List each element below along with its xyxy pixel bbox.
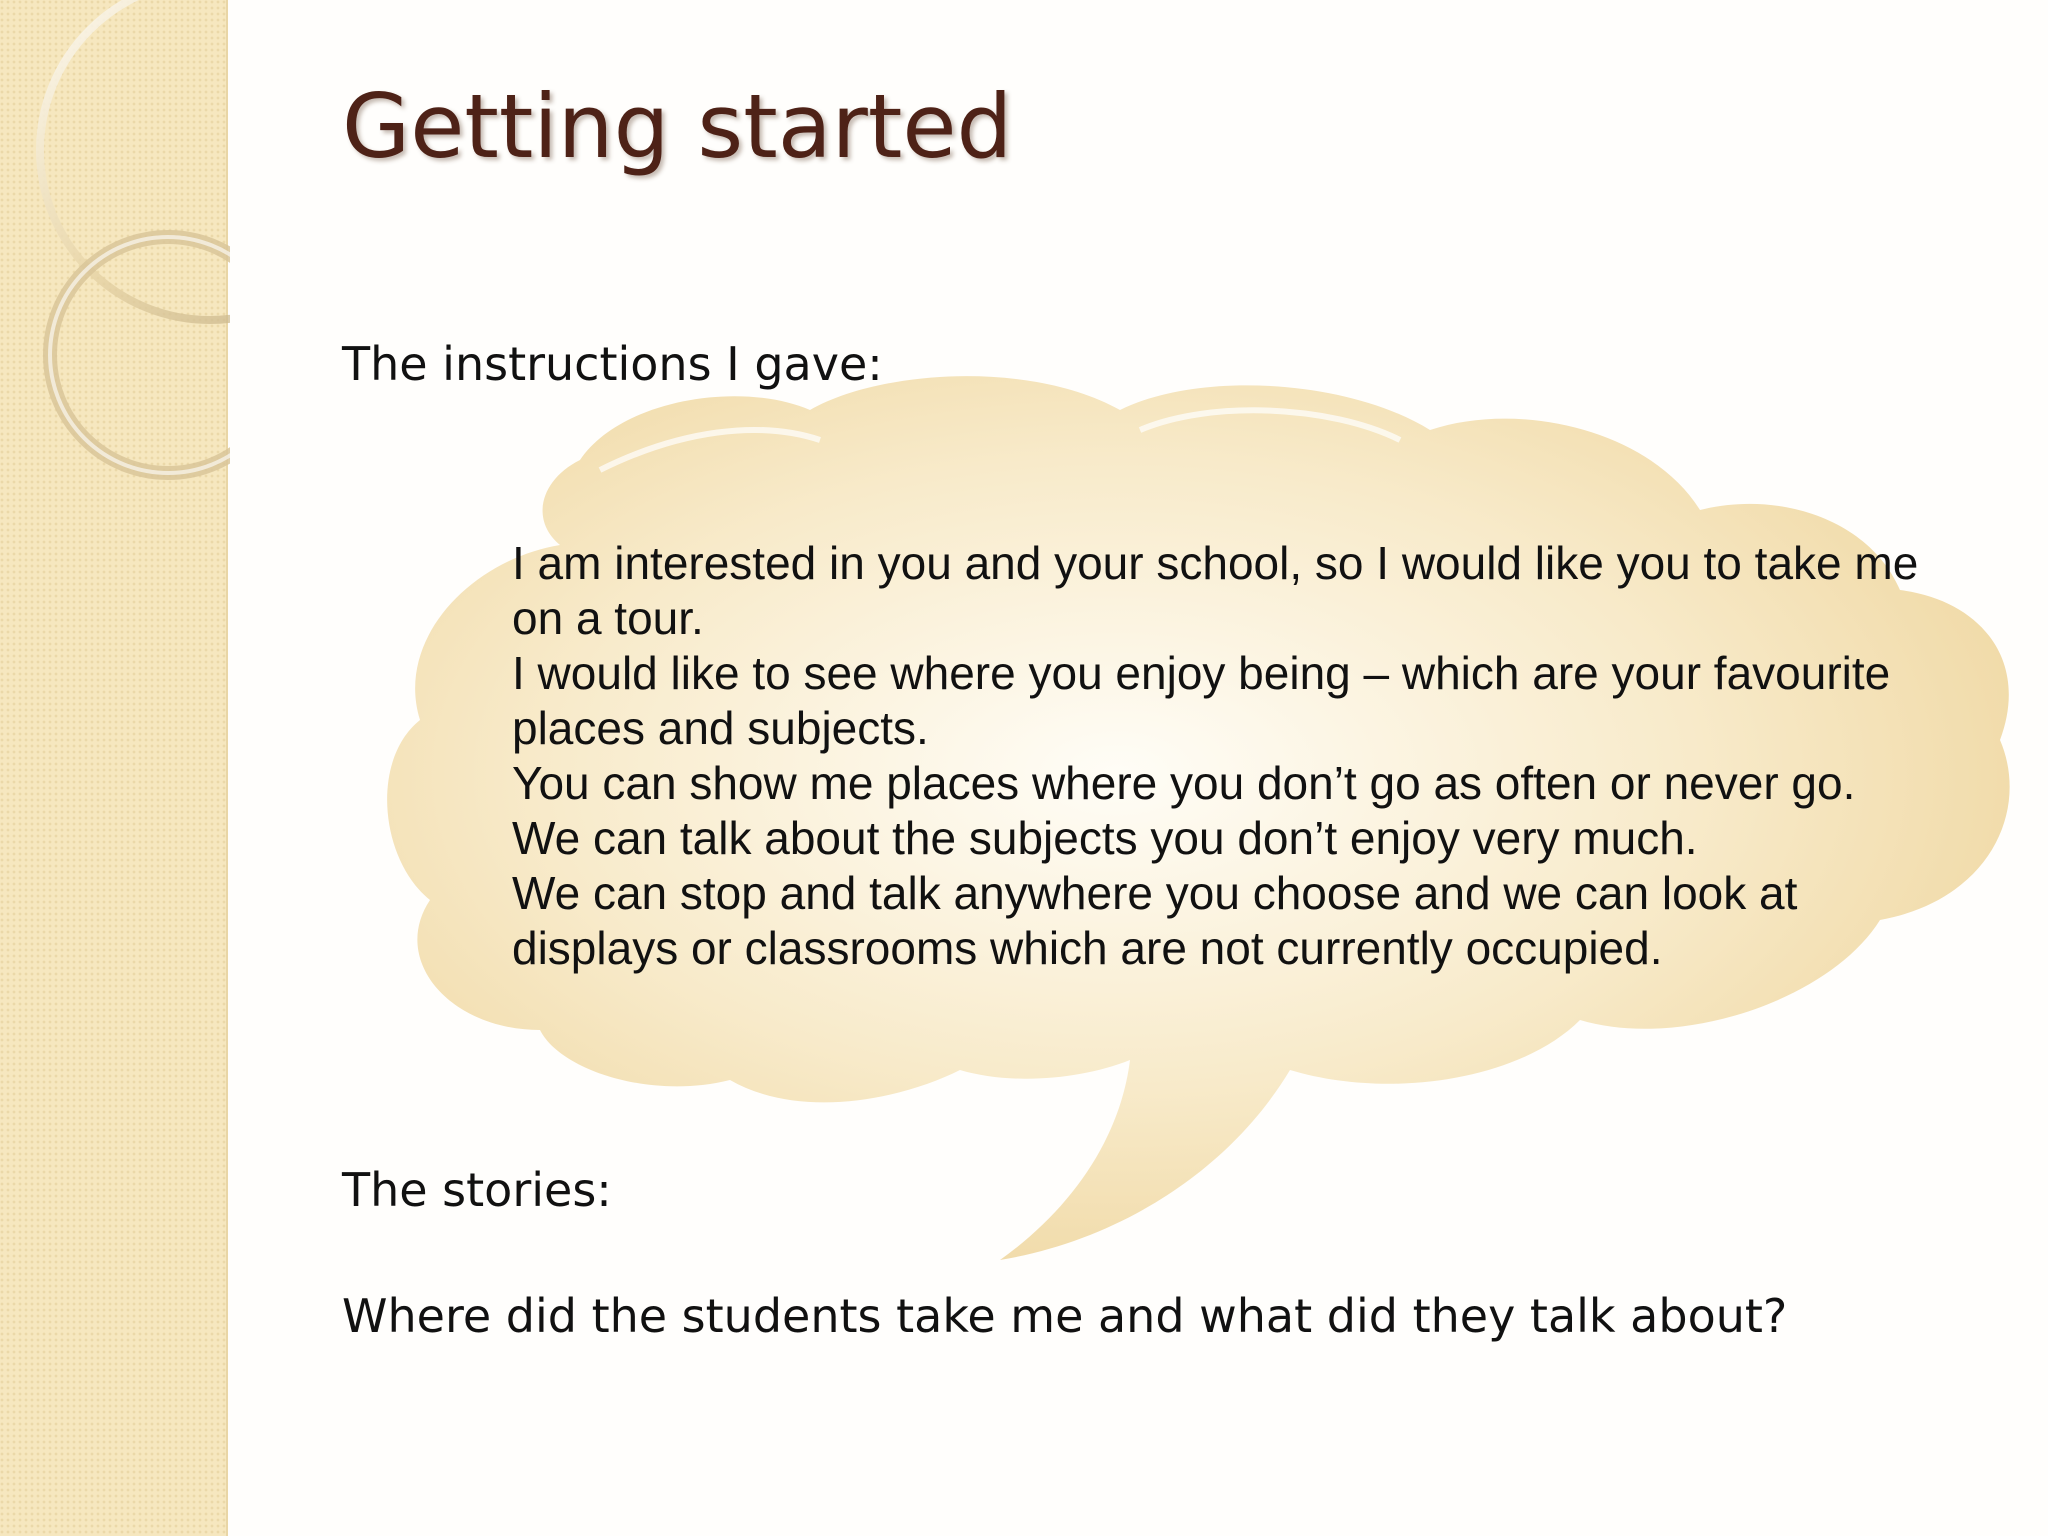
speech-bubble-text bbox=[512, 536, 1932, 976]
question-text: Where did the students take me and what did they talk about? bbox=[342, 1289, 1788, 1343]
slide-title: Getting started bbox=[342, 75, 1013, 178]
speech-paragraph: I would like to see where you enjoy being – which are your favourite places and subjects. bbox=[512, 647, 1891, 754]
instructions-heading: The instructions I gave: bbox=[342, 337, 883, 391]
speech-paragraph: I am interested in you and your school, so I would like you to take me on a tour. bbox=[512, 537, 1919, 644]
speech-paragraph: You can show me places where you don’t go as often or never go. We can talk about the subjects you don’t enjoy very much. bbox=[512, 757, 1856, 864]
stories-heading: The stories: bbox=[342, 1163, 612, 1217]
speech-paragraph: We can stop and talk anywhere you choose and we can look at displays or classrooms which are not currently occupied. bbox=[512, 867, 1798, 974]
